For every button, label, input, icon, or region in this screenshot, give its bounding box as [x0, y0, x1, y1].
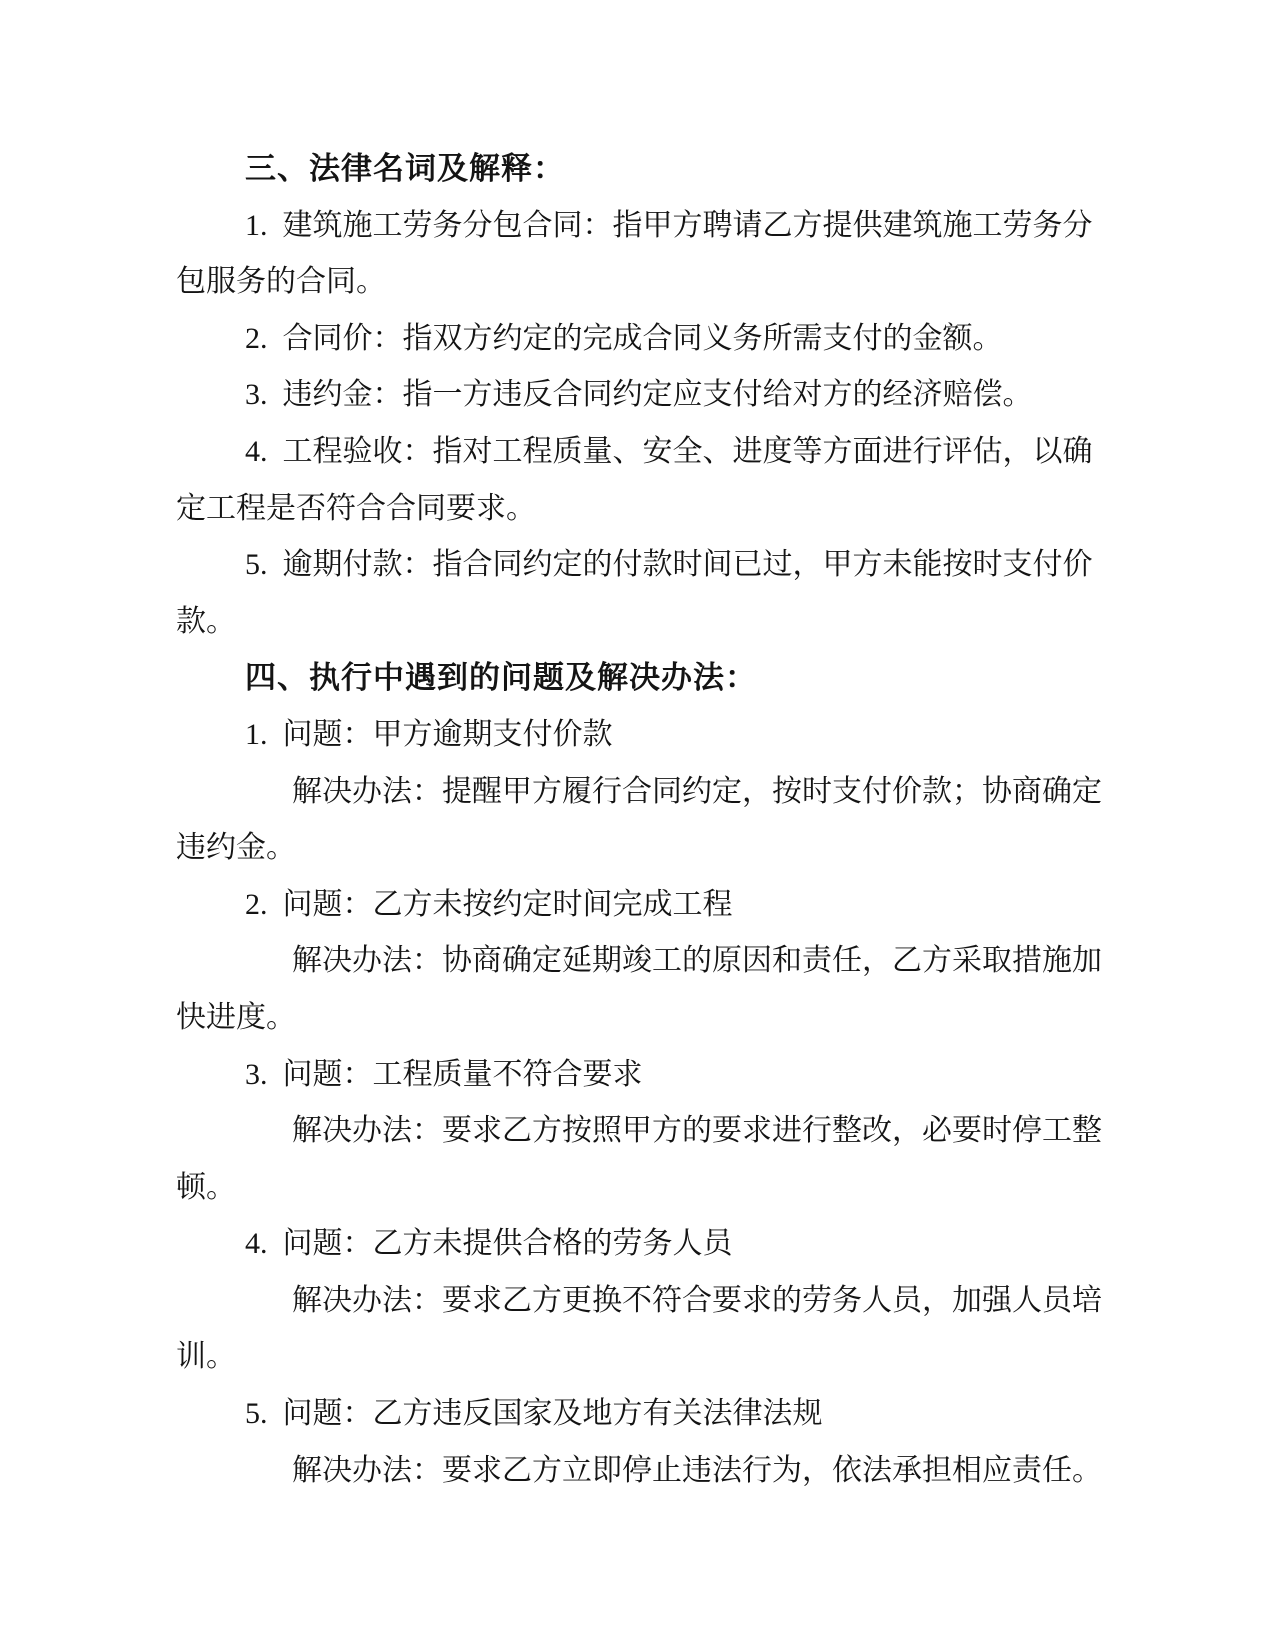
text-line: 1. 建筑施工劳务分包合同：指甲方聘请乙方提供建筑施工劳务分 — [245, 208, 1093, 242]
text-line: 违约金。 — [176, 831, 296, 865]
text-line: 2. 合同价：指双方约定的完成合同义务所需支付的金额。 — [245, 321, 1003, 355]
text-line: 定工程是否符合合同要求。 — [176, 491, 536, 525]
text-line: 解决办法：要求乙方立即停止违法行为，依法承担相应责任。 — [292, 1453, 1102, 1487]
text-line: 解决办法：协商确定延期竣工的原因和责任，乙方采取措施加 — [292, 944, 1102, 978]
document-content — [176, 141, 1136, 1499]
text-line: 3. 问题：工程质量不符合要求 — [245, 1057, 643, 1091]
section-heading: 三、法律名词及解释： — [245, 151, 565, 186]
text-line: 2. 问题：乙方未按约定时间完成工程 — [245, 887, 733, 921]
text-line: 解决办法：提醒甲方履行合同约定，按时支付价款；协商确定 — [292, 774, 1102, 808]
section-heading: 四、执行中遇到的问题及解决办法： — [245, 660, 757, 696]
text-line: 5. 逾期付款：指合同约定的付款时间已过，甲方未能按时支付价 — [245, 548, 1093, 582]
text-line: 款。 — [176, 604, 236, 638]
text-line: 3. 违约金：指一方违反合同约定应支付给对方的经济赔偿。 — [245, 378, 1033, 412]
text-line: 解决办法：要求乙方按照甲方的要求进行整改，必要时停工整 — [292, 1114, 1102, 1148]
text-line: 5. 问题：乙方违反国家及地方有关法律法规 — [245, 1397, 823, 1431]
text-line: 包服务的合同。 — [176, 265, 386, 299]
text-line: 4. 问题：乙方未提供合格的劳务人员 — [245, 1227, 733, 1261]
text-line: 解决办法：要求乙方更换不符合要求的劳务人员，加强人员培 — [292, 1283, 1102, 1317]
text-line: 1. 问题：甲方逾期支付价款 — [245, 717, 613, 751]
text-line: 训。 — [176, 1340, 236, 1374]
text-line: 4. 工程验收：指对工程质量、安全、进度等方面进行评估，以确 — [245, 434, 1093, 468]
text-line: 顿。 — [176, 1170, 236, 1204]
text-line: 快进度。 — [176, 1000, 296, 1034]
